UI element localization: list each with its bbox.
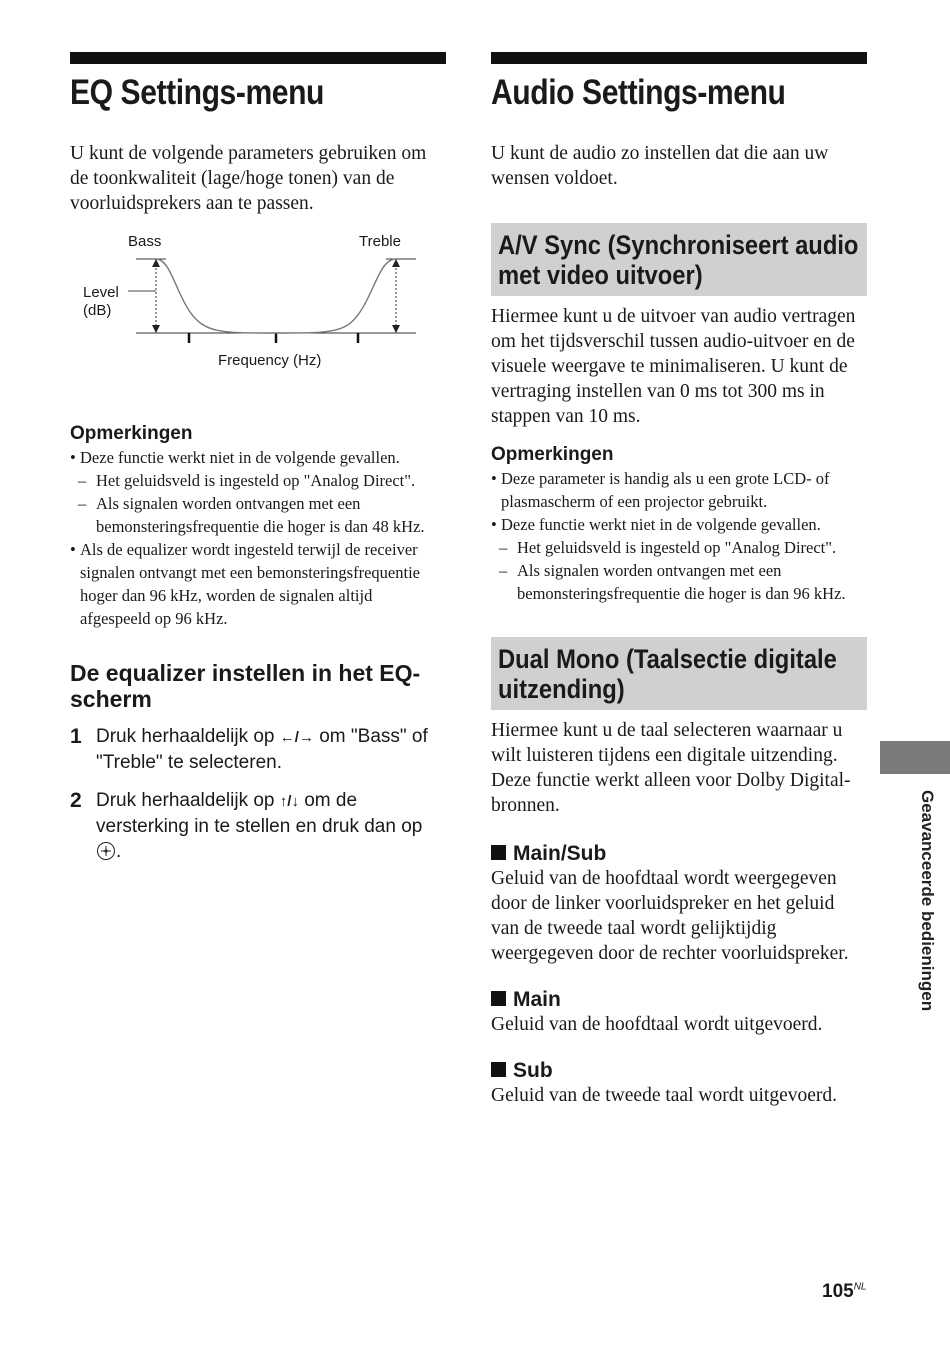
treble-label: Treble xyxy=(359,233,401,250)
note-subitem: – Als signalen worden ontvangen met een bemonsteringsfrequentie die hoger is dan 96 kHz. xyxy=(491,559,867,605)
step-text: om de versterking in te stellen en druk dan op xyxy=(96,790,423,837)
note-item: • Deze functie werkt niet in de volgende gevallen. xyxy=(491,513,867,536)
option-text: Geluid van de hoofdtaal wordt weergegeven door de linker voorluidspreker en het geluid van de tweede taal wordt gelijktijdig weergegeven door de rechter voorluidspreker. xyxy=(491,868,849,964)
note-item: • Deze functie werkt niet in de volgende gevallen. xyxy=(70,446,446,469)
note-item: • Deze parameter is handig als u een grote LCD- of plasmascherm of een projector gebruikt. xyxy=(491,467,867,513)
note-subitem: – Het geluidsveld is ingesteld op "Analog Direct". xyxy=(70,469,446,492)
option-label: Main xyxy=(513,988,561,1011)
page-lang: NL xyxy=(853,1281,867,1293)
note-item: • Als de equalizer wordt ingesteld terwijl de receiver signalen ontvangt met een bemonsteringsfrequentie hoger dan 96 kHz, worden de signalen altijd afgespeeld op 96 kHz. xyxy=(70,538,446,630)
page-number-value: 105 xyxy=(822,1281,854,1302)
page-title-eq: EQ Settings-menu xyxy=(70,73,325,112)
up-down-arrow-icon: ↑/↓ xyxy=(279,793,299,810)
note-subitem: – Als signalen worden ontvangen met een bemonsteringsfrequentie die hoger is dan 48 kHz. xyxy=(70,492,446,538)
step-1 xyxy=(70,724,446,775)
option-label: Main/Sub xyxy=(513,842,607,865)
option-main xyxy=(491,988,867,1037)
dualmono-heading-line: Dual Mono (Taalsectie digitale xyxy=(498,644,837,674)
dualmono-body: Hiermee kunt u de taal selecteren waarnaar u wilt luisteren tijdens een digitale uitzending. Deze functie werkt alleen voor Dolby Digital-bronnen. xyxy=(491,720,851,816)
avsync-heading-line: met video uitvoer) xyxy=(498,260,703,290)
step-2 xyxy=(70,788,446,868)
step-text: Druk herhaaldelijk op xyxy=(96,726,275,747)
equalizer-section-heading: De equalizer instellen in het EQ-scherm xyxy=(70,660,421,712)
title-rule xyxy=(491,52,867,64)
square-bullet-icon xyxy=(491,991,506,1006)
step-number: 1 xyxy=(70,725,82,748)
option-label: Sub xyxy=(513,1059,553,1082)
dualmono-heading-line: uitzending) xyxy=(498,674,625,704)
note-subitem: – Het geluidsveld is ingesteld op "Analog Direct". xyxy=(491,536,867,559)
avsync-heading xyxy=(491,223,867,296)
notes-heading-right: Opmerkingen xyxy=(491,444,614,465)
option-sub xyxy=(491,1059,867,1108)
left-column xyxy=(70,52,446,868)
square-bullet-icon xyxy=(491,845,506,860)
arrow-head xyxy=(392,259,400,267)
section-tab-label: Geavanceerde bedieningen xyxy=(918,790,937,1012)
step-number: 2 xyxy=(70,789,82,812)
avsync-heading-line: A/V Sync (Synchroniseert audio xyxy=(498,230,859,260)
step-text: Druk herhaaldelijk op xyxy=(96,790,275,811)
square-bullet-icon xyxy=(491,1062,506,1077)
bass-label: Bass xyxy=(128,233,162,250)
notes-list-left xyxy=(70,446,446,630)
page-number xyxy=(822,1281,867,1303)
step-text: om "Bass" of "Treble" te selecteren. xyxy=(96,726,428,773)
page-title-audio: Audio Settings-menu xyxy=(491,73,786,112)
eq-intro: U kunt de volgende parameters gebruiken om de toonkwaliteit (lage/hoge tonen) van de voorluidsprekers aan te passen. xyxy=(70,143,427,214)
option-text: Geluid van de tweede taal wordt uitgevoerd. xyxy=(491,1085,838,1106)
right-column xyxy=(491,52,867,1108)
left-right-arrow-icon: ←/→ xyxy=(279,729,314,746)
eq-curve-figure xyxy=(70,230,446,380)
db-label: (dB) xyxy=(83,302,112,319)
notes-heading-left: Opmerkingen xyxy=(70,423,193,444)
arrow-head xyxy=(152,325,160,333)
eq-curve xyxy=(156,259,396,333)
title-rule xyxy=(70,52,446,64)
avsync-body: Hiermee kunt u de uitvoer van audio vertragen om het tijdsverschil tussen audio-uitvoer en de visuele weergave te minimaliseren. U kunt de vertraging instellen van 0 ms tot 300 ms in stappen van 10 ms. xyxy=(491,306,856,427)
section-tab xyxy=(880,741,950,774)
option-main-sub xyxy=(491,842,867,966)
step-text: . xyxy=(116,841,122,862)
dualmono-heading xyxy=(491,637,867,710)
arrow-head xyxy=(392,325,400,333)
frequency-label: Frequency (Hz) xyxy=(218,352,322,369)
notes-list-right xyxy=(491,467,867,605)
audio-intro: U kunt de audio zo instellen dat die aan uw wensen voldoet. xyxy=(491,143,829,189)
option-text: Geluid van de hoofdtaal wordt uitgevoerd. xyxy=(491,1014,823,1035)
level-label: Level xyxy=(83,284,119,301)
enter-button-icon xyxy=(96,841,116,868)
